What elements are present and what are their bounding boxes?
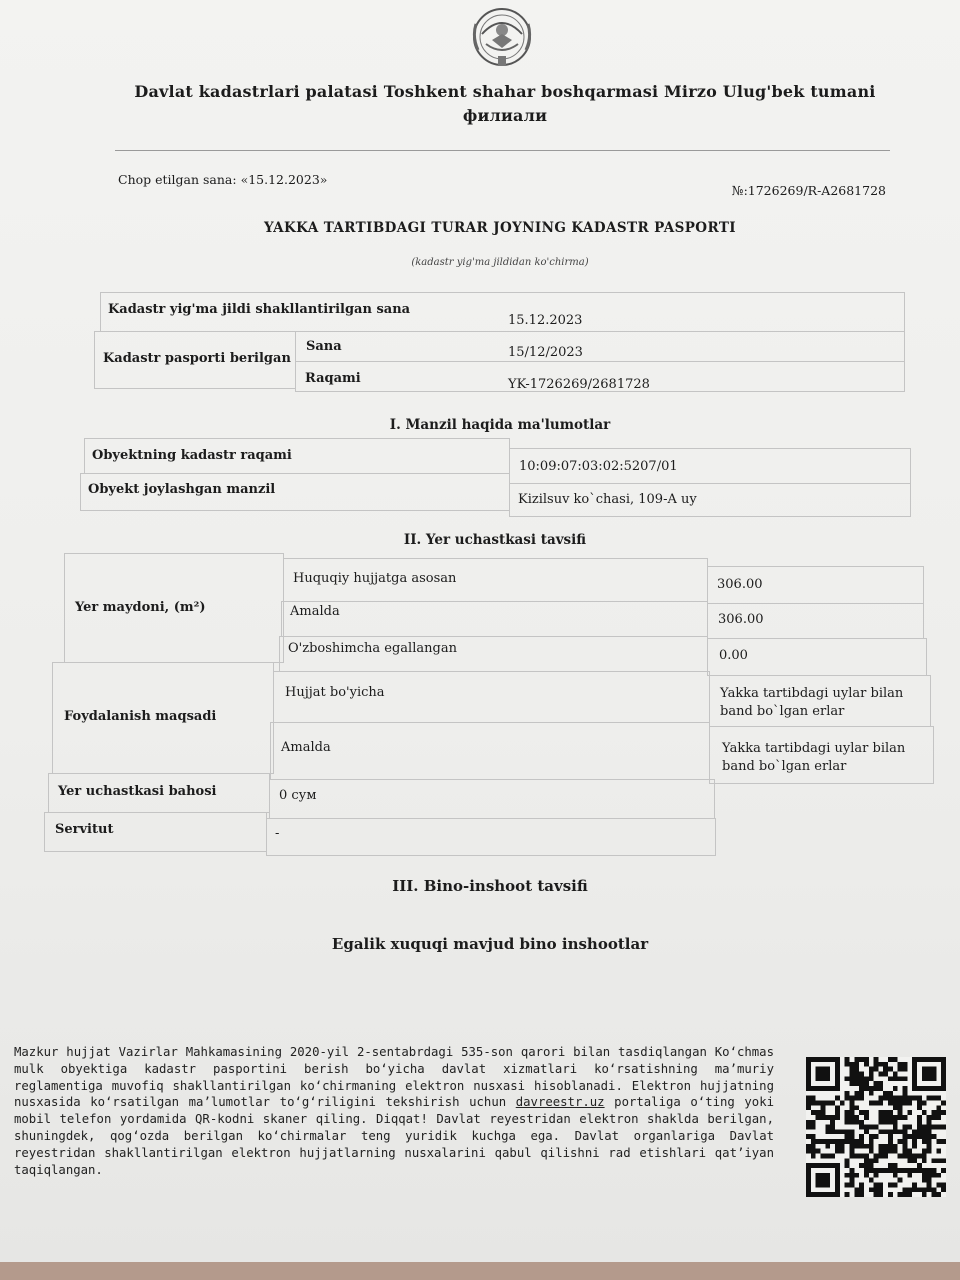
purpose-row-actual-cell [270,722,710,780]
print-date: Chop etilgan sana: «15.12.2023» [118,172,328,187]
passport-collection-date-label: Kadastr yig'ma jildi shakllantirilgan sana [108,302,411,317]
organization-line-1: Davlat kadastrlari palatasi Toshkent shahar boshqarmasi Mirzo Ulug'bek tumani [134,82,876,101]
area-actual-label: Amalda [290,604,340,619]
purpose-document-label: Hujjat bo'yicha [285,685,385,700]
verification-portal-link[interactable]: davreestr.uz [515,1095,605,1110]
servitut-value: - [275,826,280,841]
passport-number-value: YK-1726269/2681728 [508,377,650,392]
document-title: YAKKA TARTIBDAGI TURAR JOYNING KADASTR PASPORTI [263,220,737,236]
servitut-value-cell [266,818,716,856]
passport-date-label: Sana [306,339,342,354]
area-row-actual-cell [281,601,708,637]
cadastral-number-label: Obyektning kadastr raqami [92,448,292,463]
purpose-document-value-line-2: band bo`lgan erlar [720,704,845,719]
section-3-title: III. Bino-inshoot tavsifi [392,877,588,895]
price-label: Yer uchastkasi bahosi [58,784,217,799]
cadastral-number-value: 10:09:07:03:02:5207/01 [519,459,678,474]
legal-notice-text-2: portaliga o‘ting yoki mobil telefon yordamida QR-kodni skaner qiling. Diqqat! Davlat reyestridan elektron shaklda berilgan, shuningdek, qog‘ozda berilgan ko‘chirmalar teng yuridik kuchga ega. Davlat organlariga Davlat reyestridan shakllantirilgan elektron hujjatlarning nusxalarini qabul qilishni rad etishlari qat’iyan taqiqlangan. [14,1095,775,1177]
section-3-subtitle: Egalik xuquqi mavjud bino inshootlar [331,935,649,953]
organization-name [110,80,900,128]
area-legal-value: 306.00 [717,577,763,592]
passport-date-value: 15/12/2023 [508,345,583,360]
passport-collection-date-value: 15.12.2023 [508,313,583,328]
passport-sub-row-date [295,331,905,362]
section-1-title: I. Manzil haqida ma'lumotlar [389,417,611,433]
purpose-actual-value-line-2: band bo`lgan erlar [722,759,847,774]
organization-line-2: филиали [462,106,548,125]
address-value: Kizilsuv ko`chasi, 109-A uy [518,492,697,507]
area-unauthorized-label: O'zboshimcha egallangan [288,641,457,656]
document-subtitle: (kadastr yig'ma jildidan ko'chirma) [411,257,589,268]
purpose-document-value-line-1: Yakka tartibdagi uylar bilan [720,686,904,701]
price-value: 0 сум [279,788,317,803]
document-number: №:1726269/R-A2681728 [731,183,886,198]
table-surface [0,1262,960,1280]
purpose-row-document-value-cell [709,675,931,727]
address-label: Obyekt joylashgan manzil [88,482,276,497]
passport-number-label: Raqami [305,371,361,386]
price-value-cell [269,779,715,819]
legal-notice [14,1044,774,1178]
section-2-title: II. Yer uchastkasi tavsifi [403,532,587,548]
qr-code-icon[interactable] [806,1054,946,1200]
passport-issued-label: Kadastr pasporti berilgan [103,351,291,366]
purpose-label: Foydalanish maqsadi [64,709,217,724]
legal-notice-text-1: Mazkur hujjat Vazirlar Mahkamasining 2020-yil 2-sentabrdagi 535-son qarori bilan tasdiqlangan Ko‘chmas mulk obyektiga kadastr pasportini berish bo‘yicha davlat xizmatlari ko‘rsatishning ma’muriy reglamentiga muvofiq shakllantirilgan ko‘chirmaning elektron nusxasi hisoblanadi. Elektron hujjatning nusxasida ko‘rsatilgan ma’lumotlar to‘g‘riligini tekshirish uchun [14,1045,774,1110]
purpose-actual-value-line-1: Yakka tartibdagi uylar bilan [722,741,906,756]
header-divider [115,150,890,151]
purpose-actual-label: Amalda [281,740,331,755]
area-label: Yer maydoni, (m²) [75,600,206,615]
area-legal-label: Huquqiy hujjatga asosan [293,571,457,586]
area-unauthorized-value: 0.00 [719,648,748,663]
servitut-label: Servitut [55,822,114,837]
area-actual-value: 306.00 [718,612,764,627]
state-emblem-icon [462,4,542,70]
